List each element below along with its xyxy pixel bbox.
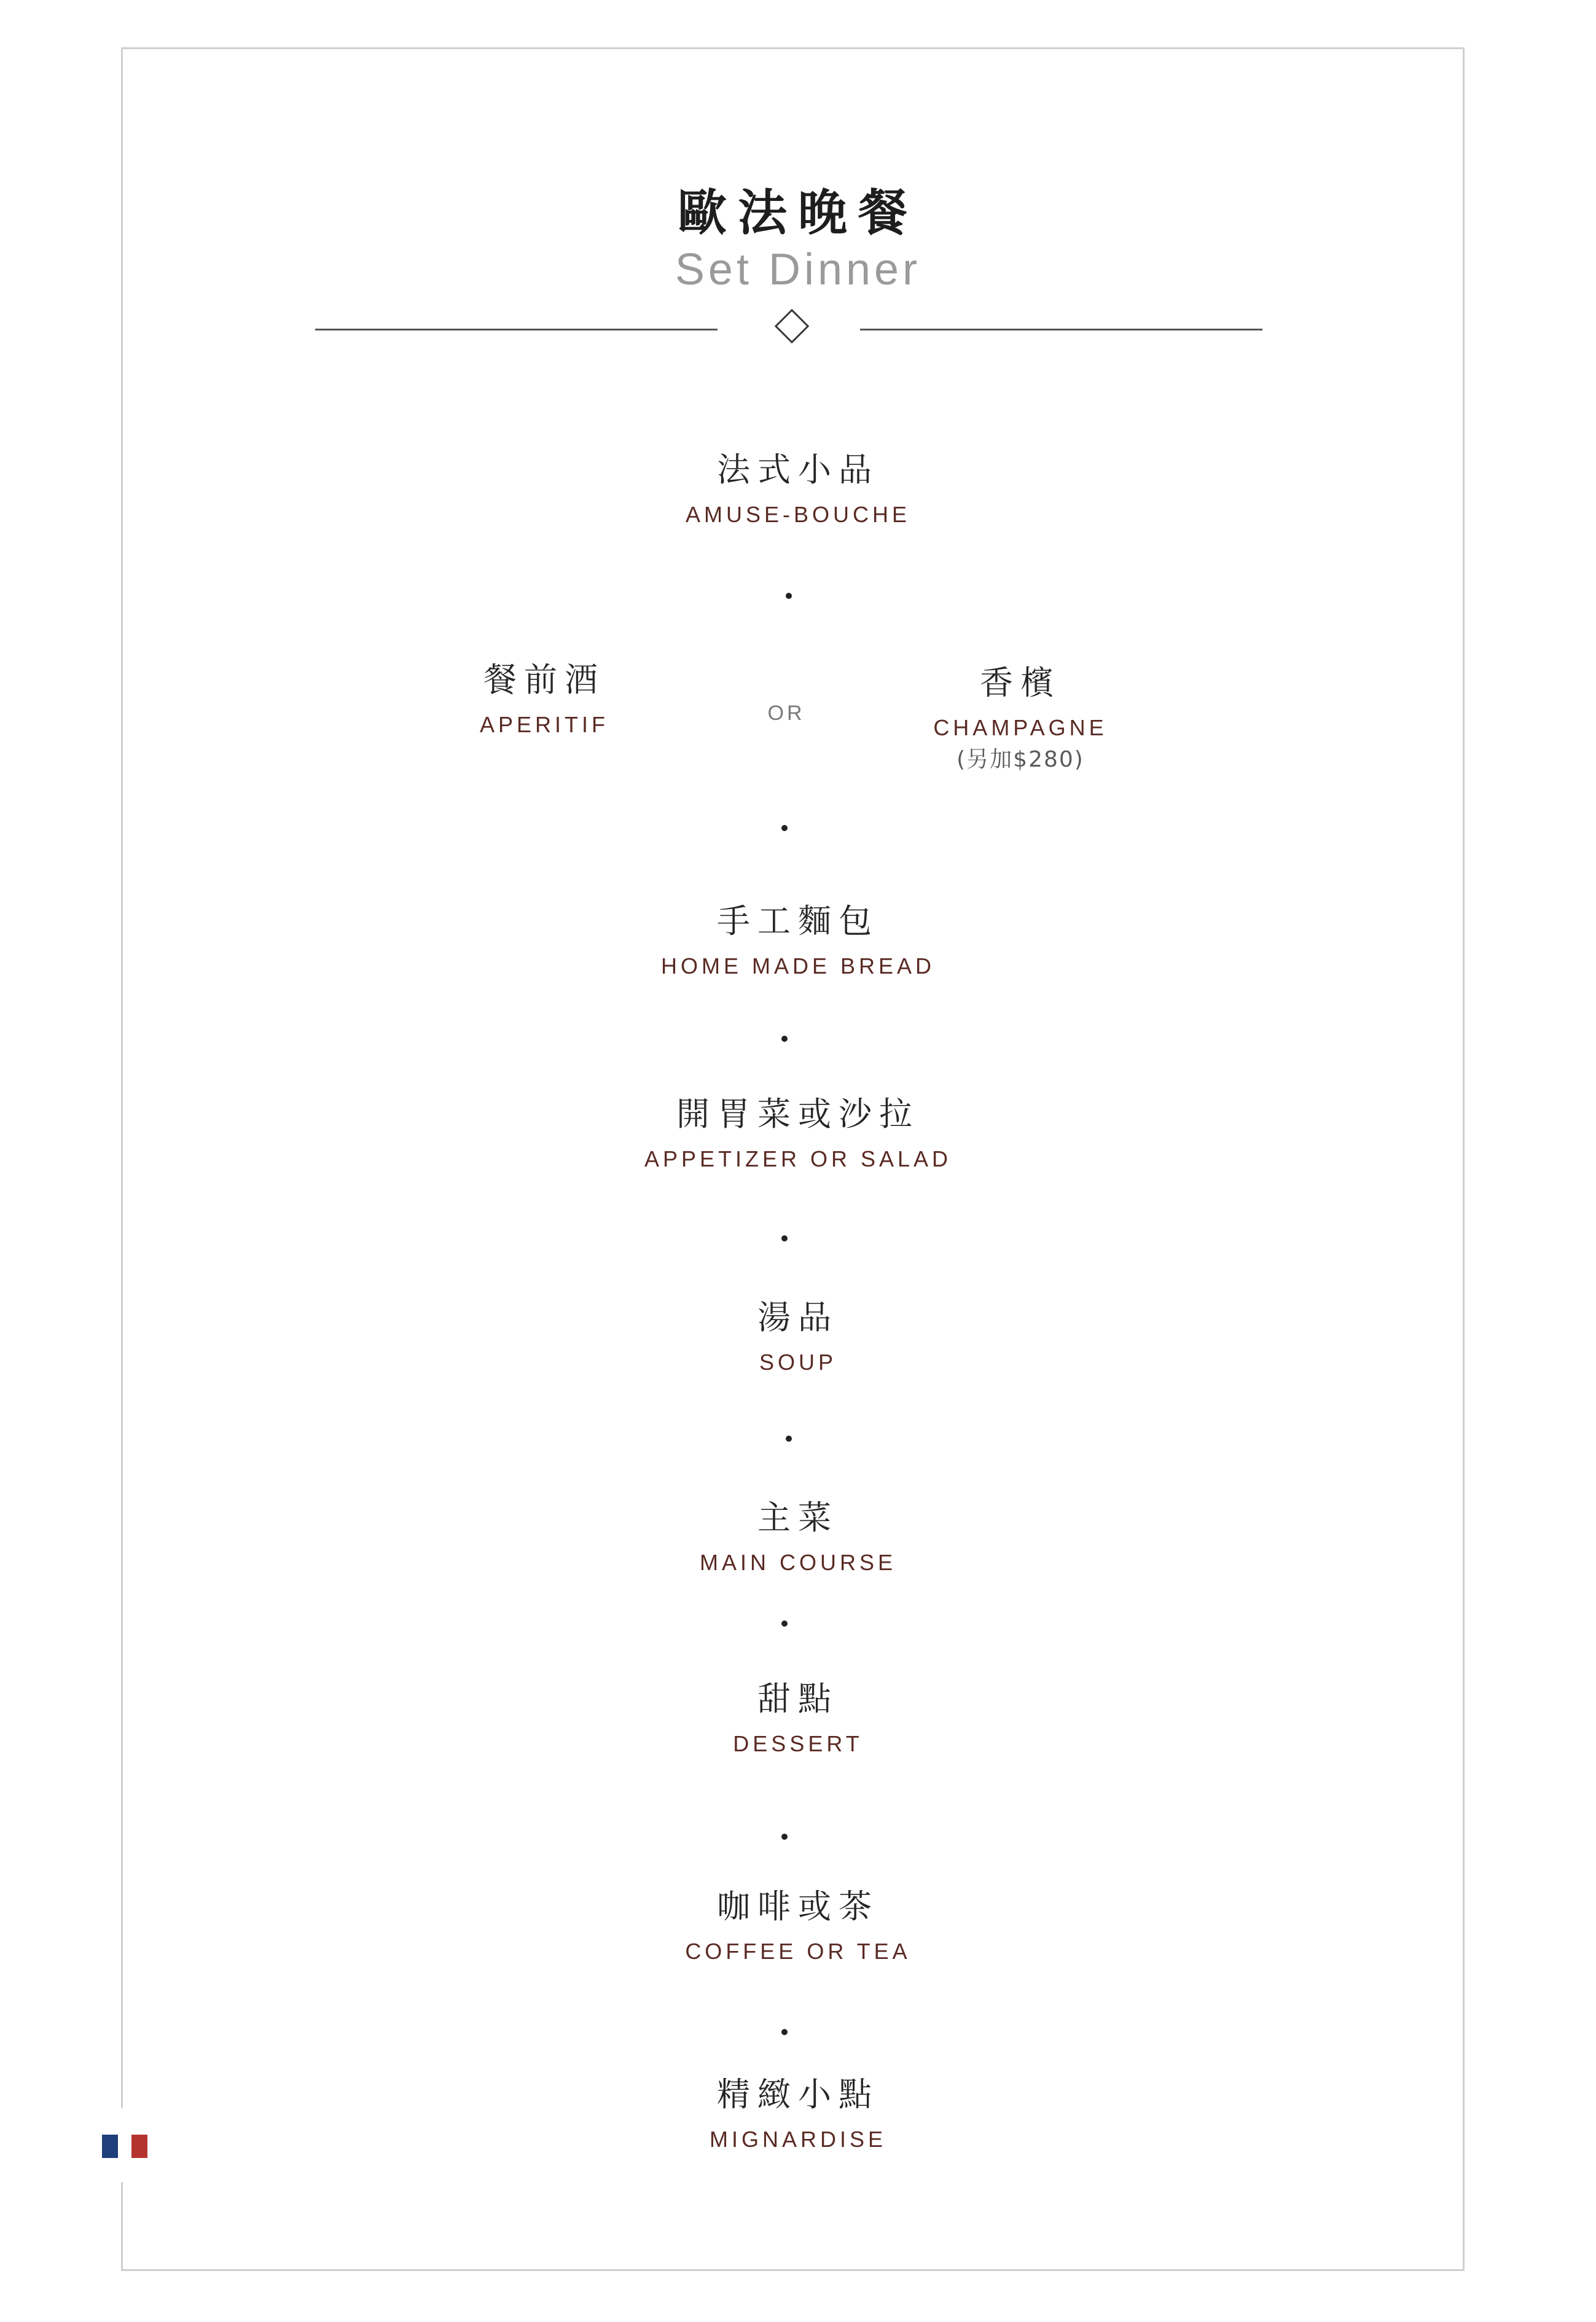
course-name-cn: 香檳 [980,663,1061,702]
course-mignardise [0,2073,1596,2154]
course-name-cn: 精緻小點 [717,2075,879,2114]
course-name-en: CHAMPAGNE [933,715,1108,740]
dot-icon [781,1036,788,1042]
header-rule-right [860,329,1262,330]
menu-title-english: Set Dinner [675,245,921,294]
course-name-cn: 開胃菜或沙拉 [676,1095,920,1133]
course-name-cn: 咖啡或茶 [717,1887,879,1926]
course-coffee-tea [0,1885,1596,1966]
course-name-cn: 湯品 [757,1298,839,1337]
dot-icon [786,1436,792,1442]
course-name-en: SOUP [759,1350,837,1375]
course-dessert [0,1678,1596,1759]
course-name-en: APPETIZER OR SALAD [644,1146,952,1171]
header-rule-left [315,329,718,330]
course-name-cn: 餐前酒 [483,660,605,699]
dot-icon [786,593,792,599]
course-main [0,1496,1596,1577]
course-name-cn: 手工麵包 [717,902,879,940]
course-amuse-bouche [0,448,1596,530]
course-soup [0,1296,1596,1377]
dot-icon [781,1834,788,1840]
course-name-en: DESSERT [733,1731,863,1756]
course-name-en: AMUSE-BOUCHE [685,502,911,527]
surcharge-note: (另加$280) [956,747,1084,772]
dot-icon [781,1235,788,1241]
dot-icon [781,2029,788,2035]
dot-icon [781,1620,788,1627]
or-label: OR [767,702,805,725]
course-bread [0,900,1596,981]
course-aperitif [360,659,729,740]
course-appetizer [0,1093,1596,1174]
course-name-en: MAIN COURSE [699,1550,897,1575]
menu-title-chinese: 歐法晚餐 [678,184,918,241]
course-name-en: MIGNARDISE [709,2127,887,2152]
course-name-en: COFFEE OR TEA [685,1939,911,1964]
course-name-cn: 法式小品 [717,450,879,489]
course-champagne [836,662,1205,775]
dot-icon [781,825,788,831]
course-name-cn: 甜點 [757,1679,839,1718]
course-name-en: APERITIF [479,712,609,737]
course-name-en: HOME MADE BREAD [660,953,936,979]
course-name-cn: 主菜 [757,1498,839,1537]
